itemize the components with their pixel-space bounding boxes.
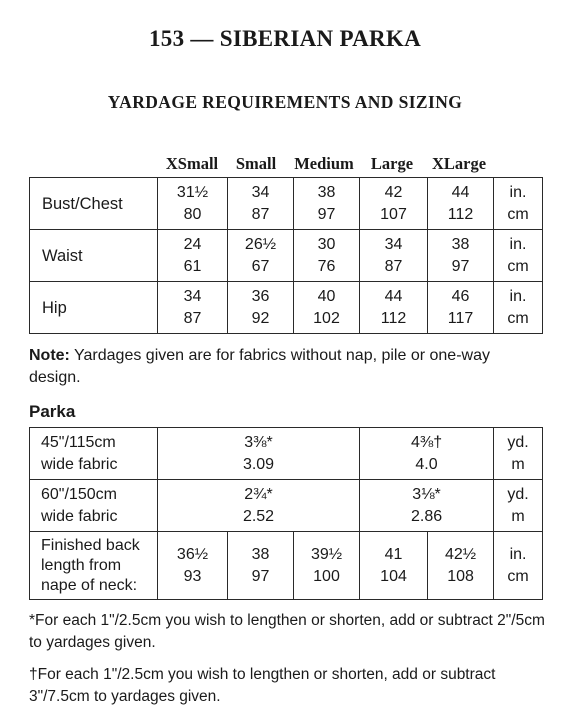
fabric-width-label: 45"/115cm wide fabric bbox=[30, 428, 158, 480]
unit-cell: in. cm bbox=[494, 532, 543, 600]
measurement-cell: 24 61 bbox=[158, 230, 228, 282]
unit-cell: in. cm bbox=[494, 282, 543, 334]
back-length-cell: 36½ 93 bbox=[158, 532, 228, 600]
measurement-cell: 38 97 bbox=[294, 178, 360, 230]
page-subtitle: YARDAGE REQUIREMENTS AND SIZING bbox=[107, 92, 463, 112]
unit-cell: yd. m bbox=[494, 480, 543, 532]
fabric-note bbox=[29, 345, 543, 389]
size-header-row bbox=[0, 154, 570, 176]
size-header-xlarge: XLarge bbox=[431, 154, 487, 173]
yardage-cell-group-b: 4⅜† 4.0 bbox=[360, 428, 494, 480]
yardage-cell-group-a: 3⅜* 3.09 bbox=[158, 428, 360, 480]
measurement-cell: 40 102 bbox=[294, 282, 360, 334]
back-length-cell: 42½ 108 bbox=[428, 532, 494, 600]
section-heading-parka: Parka bbox=[29, 402, 76, 421]
fabric-row-60 bbox=[30, 480, 543, 532]
measurement-label: Hip bbox=[30, 282, 158, 334]
measurement-cell: 31½ 80 bbox=[158, 178, 228, 230]
footnote-asterisk: *For each 1"/2.5cm you wish to lengthen or shorten, add or subtract 2"/5cm to yardages given. bbox=[29, 612, 545, 651]
page-title: 153 — SIBERIAN PARKA bbox=[148, 26, 422, 51]
unit-cell: in. cm bbox=[494, 230, 543, 282]
measurement-row-bust bbox=[30, 178, 543, 230]
measurement-cell: 36 92 bbox=[228, 282, 294, 334]
measurement-cell: 46 117 bbox=[428, 282, 494, 334]
measurement-label: Bust/Chest bbox=[30, 178, 158, 230]
measurement-row-hip bbox=[30, 282, 543, 334]
fabric-row-45 bbox=[30, 428, 543, 480]
yardage-cell-group-b: 3⅛* 2.86 bbox=[360, 480, 494, 532]
back-length-row bbox=[30, 532, 543, 600]
fabric-width-label: 60"/150cm wide fabric bbox=[30, 480, 158, 532]
measurement-cell: 26½ 67 bbox=[228, 230, 294, 282]
unit-cell: in. cm bbox=[494, 178, 543, 230]
measurement-cell: 30 76 bbox=[294, 230, 360, 282]
parka-yardage-table bbox=[29, 427, 543, 600]
size-header-small: Small bbox=[235, 154, 277, 173]
measurement-cell: 44 112 bbox=[360, 282, 428, 334]
measurement-cell: 34 87 bbox=[158, 282, 228, 334]
measurement-cell: 38 97 bbox=[428, 230, 494, 282]
size-header-xsmall: XSmall bbox=[165, 154, 219, 173]
back-length-cell: 41 104 bbox=[360, 532, 428, 600]
size-header-large: Large bbox=[370, 154, 414, 173]
yardage-cell-group-a: 2¾* 2.52 bbox=[158, 480, 360, 532]
size-header-medium: Medium bbox=[294, 154, 354, 173]
back-length-cell: 38 97 bbox=[228, 532, 294, 600]
measurement-cell: 34 87 bbox=[360, 230, 428, 282]
measurement-row-waist bbox=[30, 230, 543, 282]
note-text: Yardages given are for fabrics without nap, pile or one-way design. bbox=[29, 347, 490, 386]
measurement-cell: 42 107 bbox=[360, 178, 428, 230]
back-length-label: Finished back length from nape of neck: bbox=[30, 532, 158, 600]
unit-cell: yd. m bbox=[494, 428, 543, 480]
note-label: Note: bbox=[29, 347, 70, 364]
measurement-label: Waist bbox=[30, 230, 158, 282]
measurement-cell: 44 112 bbox=[428, 178, 494, 230]
footnote-dagger: †For each 1"/2.5cm you wish to lengthen or shorten, add or subtract 3"/7.5cm to yardages given. bbox=[29, 666, 496, 705]
sizing-table bbox=[29, 177, 543, 334]
back-length-cell: 39½ 100 bbox=[294, 532, 360, 600]
measurement-cell: 34 87 bbox=[228, 178, 294, 230]
